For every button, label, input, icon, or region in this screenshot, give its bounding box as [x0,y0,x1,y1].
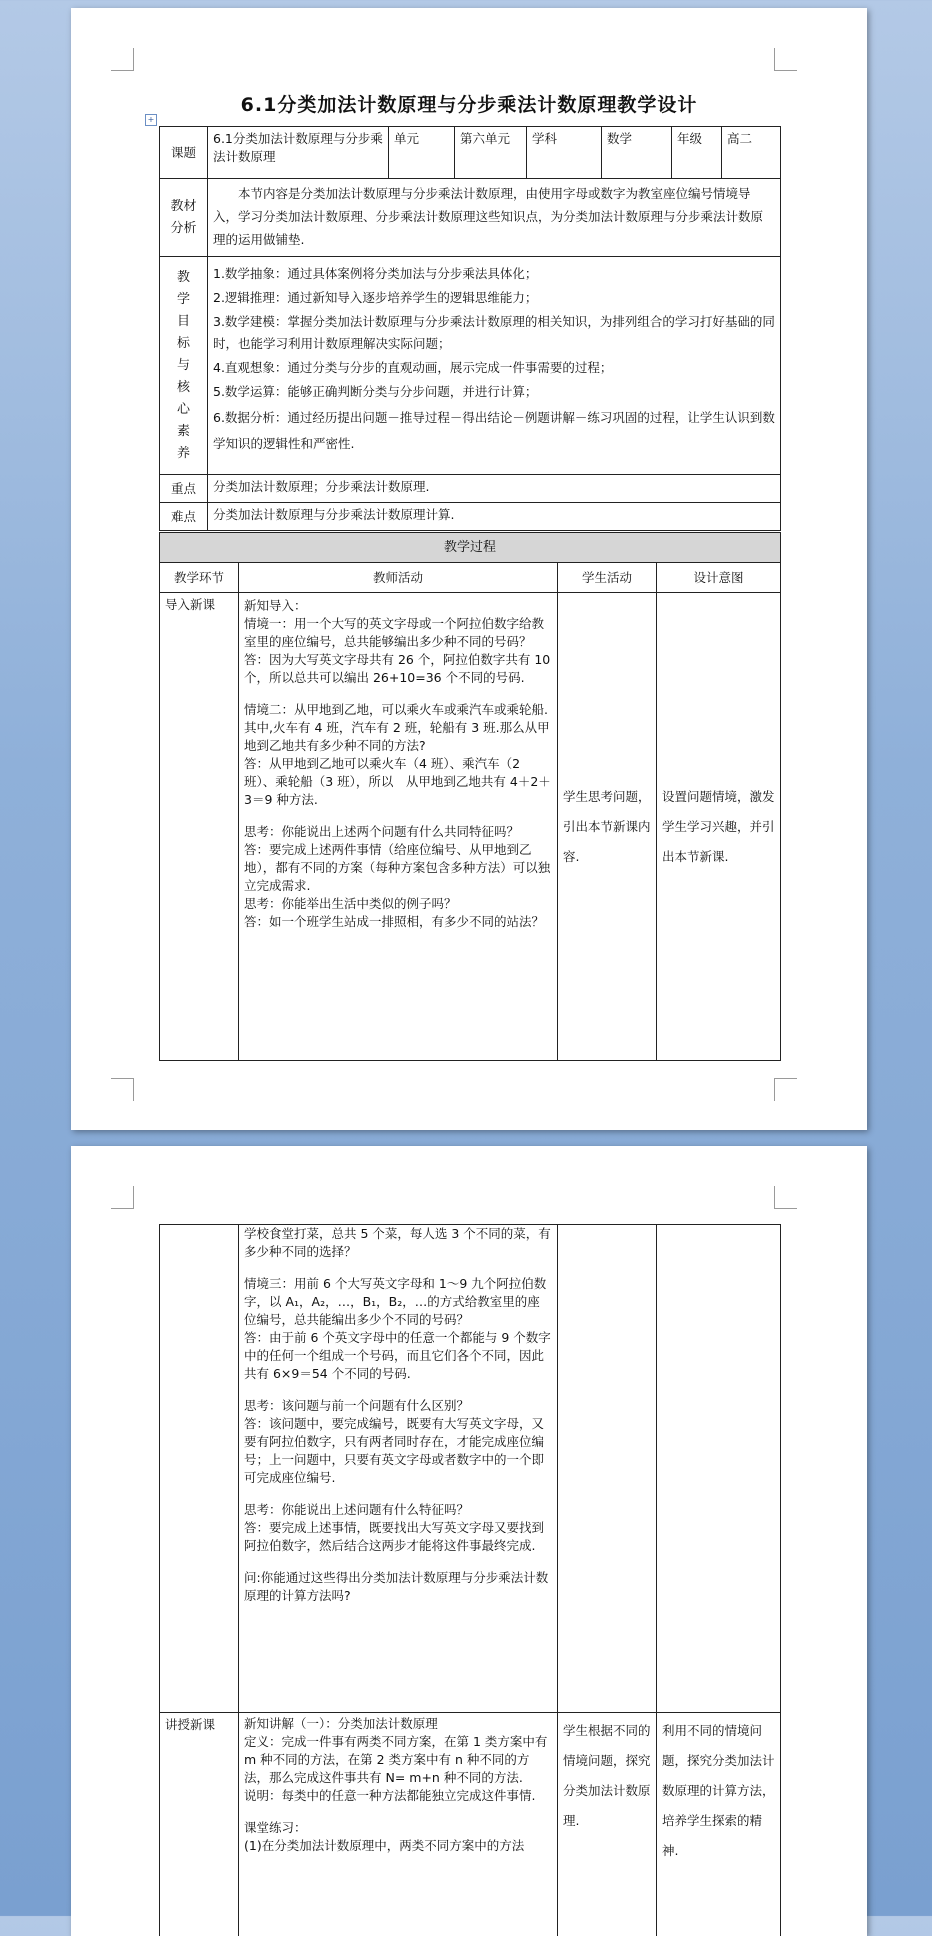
teacher-line: 答：从甲地到乙地可以乘火车（4 班）、乘汽车（2 班）、乘轮船（3 班），所以 从甲地到乙地共有 4＋2＋3＝9 种方法. [244,755,552,809]
teacher-line: 定义：完成一件事有两类不同方案，在第 1 类方案中有 m 种不同的方法，在第 2 类方案中有 n 种不同的方法，那么完成这件事共有 N= m+n 种不同的方法. [244,1733,552,1787]
teacher-line: 答：要完成上述两件事情（给座位编号、从甲地到乙地），都有不同的方案（每种方案包含多种方法）可以独立完成需求. [244,841,552,895]
teacher-line: 思考：你能说出上述问题有什么特征吗？ [244,1501,552,1519]
teacher-line: 新知导入： [244,597,552,615]
teacher-line: 答：如一个班学生站成一排照相，有多少不同的站法？ [244,913,552,931]
document-page-1 [71,8,867,1130]
label-grade: 年级 [672,127,722,179]
label-subject: 学科 [527,127,602,179]
teacher-line: 学校食堂打菜，总共 5 个菜，每人选 3 个不同的菜，有多少种不同的选择？ [244,1225,552,1261]
crop-mark [774,1078,797,1101]
stage-lecture: 讲授新课 [160,1713,239,1936]
teacher-line: 情境一：用一个大写的英文字母或一个阿拉伯数字给教室里的座位编号，总共能够编出多少种不同的号码？ [244,615,552,651]
col-header-teacher: 教师活动 [239,563,558,593]
teacher-line: (1)在分类加法计数原理中，两类不同方案中的方法 [244,1837,552,1855]
grade-value: 高二 [722,127,781,179]
process-table [159,532,781,1061]
teacher-line: 情境二：从甲地到乙地，可以乘火车或乘汽车或乘轮船.其中,火车有 4 班，汽车有 2 班，轮船有 3 班.那么从甲地到乙地共有多少种不同的方法? [244,701,552,755]
design-intent-intro: 设置问题情境，激发学生学习兴趣，并引出本节新课. [657,593,781,1061]
topic-value: 6.1分类加法计数原理与分步乘法计数原理 [208,127,389,179]
goal-item: 6.数据分析：通过经历提出问题－推导过程－得出结论－例题讲解－练习巩固的过程，让学生认识到数学知识的逻辑性和严密性. [213,405,775,457]
student-empty [558,1225,657,1713]
document-page-2 [71,1146,867,1936]
table-move-handle-icon[interactable]: + [145,114,157,126]
teacher-line: 新知讲解（一）：分类加法计数原理 [244,1715,552,1733]
goal-item: 2.逻辑推理：通过新知导入逐步培养学生的逻辑思维能力； [213,287,775,309]
crop-mark [111,1186,134,1209]
key-text: 分类加法计数原理；分步乘法计数原理. [208,475,781,503]
label-analysis: 教材分析 [160,179,208,257]
crop-mark [774,48,797,71]
student-activity-intro: 学生思考问题，引出本节新课内容. [558,593,657,1061]
goal-item: 4.直观想象：通过分类与分步的直观动画，展示完成一件事需要的过程； [213,357,775,379]
document-title: 6.1分类加法计数原理与分步乘法计数原理教学设计 [71,90,867,117]
teacher-line: 课堂练习： [244,1819,552,1837]
teacher-activity-intro [239,593,558,1061]
label-unit: 单元 [389,127,455,179]
crop-mark [774,1186,797,1209]
teacher-line: 思考：你能举出生活中类似的例子吗？ [244,895,552,913]
teacher-activity-lecture [239,1713,558,1936]
teacher-line: 情境三：用前 6 个大写英文字母和 1～9 九个阿拉伯数字，以 A₁，A₂，…，B₁，B₂，…的方式给教室里的座位编号，总共能编出多少个不同的号码？ [244,1275,552,1329]
label-topic: 课题 [160,127,208,179]
crop-mark [111,48,134,71]
teacher-line: 答：由于前 6 个英文字母中的任意一个都能与 9 个数字中的任何一个组成一个号码，而且它们各个不同，因此共有 6×9＝54 个不同的号码. [244,1329,552,1383]
intent-empty [657,1225,781,1713]
difficulty-text: 分类加法计数原理与分步乘法计数原理计算. [208,503,781,531]
teacher-line: 答：该问题中，要完成编号，既要有大写英文字母，又要有阿拉伯数字，只有两者同时存在，才能完成座位编号；上一问题中，只要有英文字母或者数字中的一个即可完成座位编号. [244,1415,552,1487]
teacher-line: 答：因为大写英文字母共有 26 个，阿拉伯数字共有 10 个，所以总共可以编出 26+10=36 个不同的号码. [244,651,552,687]
crop-mark [111,1078,134,1101]
design-intent-lecture: 利用不同的情境问题，探究分类加法计数原理的计算方法，培养学生探索的精神. [657,1713,781,1936]
stage-intro: 导入新课 [160,593,239,1061]
teacher-line: 问:你能通过这些得出分类加法计数原理与分步乘法计数原理的计算方法吗? [244,1569,552,1605]
process-table-continued [159,1224,781,1936]
label-difficulty: 难点 [160,503,208,531]
stage-empty [160,1225,239,1713]
student-activity-lecture: 学生根据不同的情境问题，探究分类加法计数原理. [558,1713,657,1936]
teacher-line: 答：要完成上述事情，既要找出大写英文字母又要找到阿拉伯数字，然后结合这两步才能将这件事最终完成. [244,1519,552,1555]
goal-item: 5.数学运算：能够正确判断分类与分步问题，并进行计算； [213,381,775,403]
label-goals: 教学目标与核心素养 [160,257,208,475]
process-title: 教学过程 [160,533,781,563]
col-header-stage: 教学环节 [160,563,239,593]
teacher-line: 说明：每类中的任意一种方法都能独立完成这件事情. [244,1787,552,1805]
label-key: 重点 [160,475,208,503]
goal-item: 3.数学建模：掌握分类加法计数原理与分步乘法计数原理的相关知识，为排列组合的学习打好基础的同时，也能学习利用计数原理解决实际问题； [213,311,775,355]
analysis-text: 本节内容是分类加法计数原理与分步乘法计数原理，由使用字母或数字为教室座位编号情境导入，学习分类加法计数原理、分步乘法计数原理这些知识点，为分类加法计数原理与分步乘法计数原理的运用做铺垫. [208,179,781,257]
subject-value: 数学 [602,127,672,179]
teacher-line: 思考：你能说出上述两个问题有什么共同特征吗？ [244,823,552,841]
unit-value: 第六单元 [455,127,527,179]
info-table [159,126,781,531]
col-header-intent: 设计意图 [657,563,781,593]
col-header-student: 学生活动 [558,563,657,593]
goals-list [208,257,781,475]
teacher-activity-intro-cont [239,1225,558,1713]
goal-item: 1.数学抽象：通过具体案例将分类加法与分步乘法具体化； [213,263,775,285]
teacher-line: 思考：该问题与前一个问题有什么区别？ [244,1397,552,1415]
